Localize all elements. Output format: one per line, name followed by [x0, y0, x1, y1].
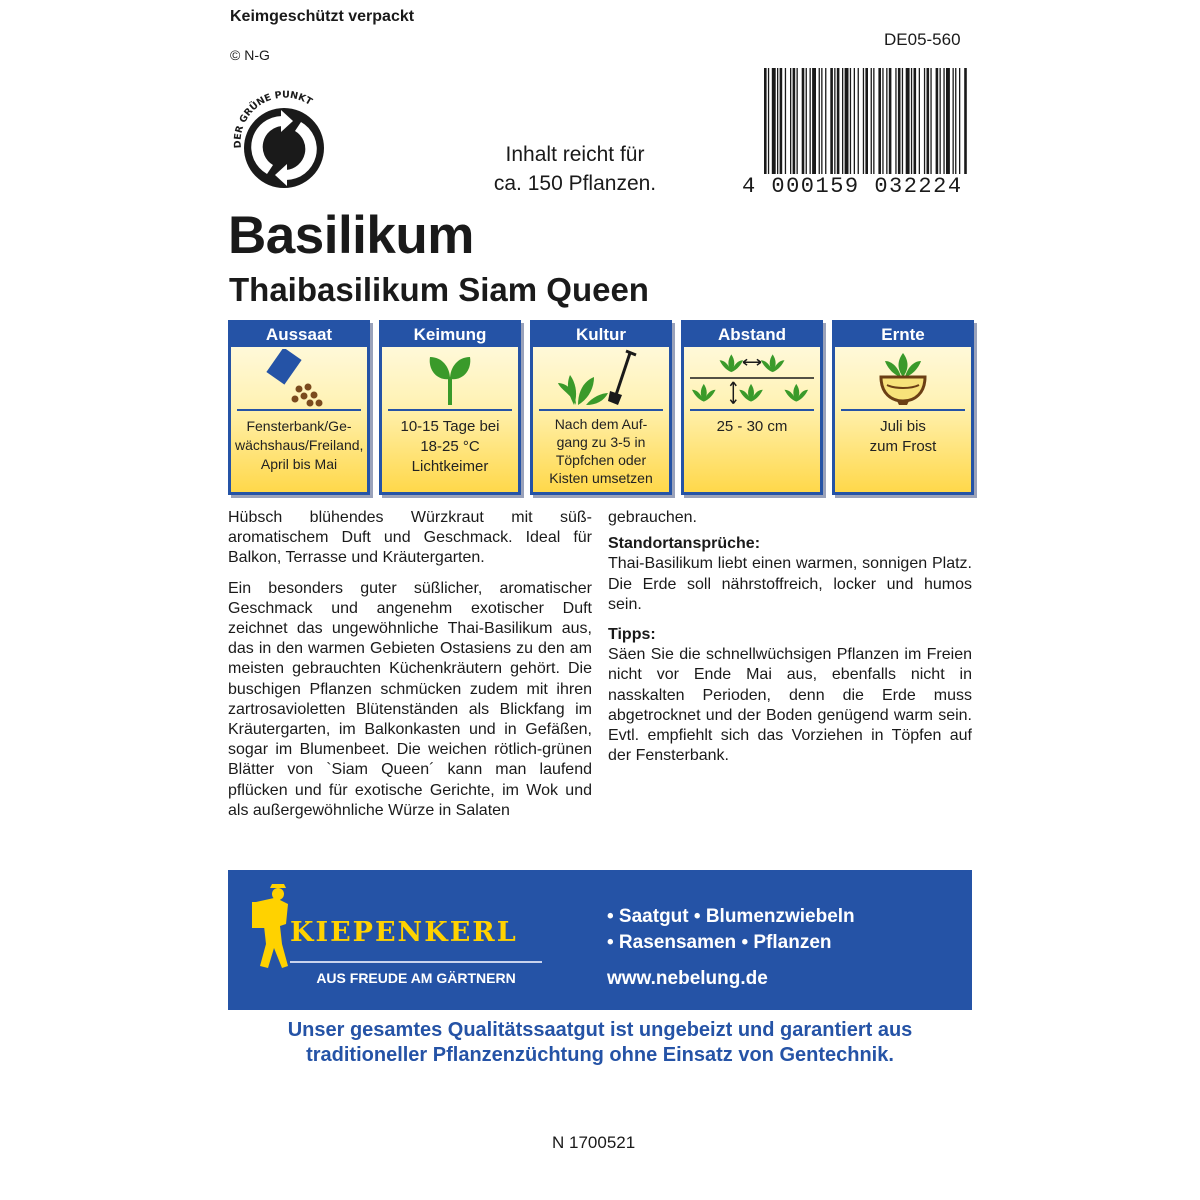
barcode-bar	[768, 68, 769, 174]
content-note	[450, 140, 700, 198]
quality-line-2: traditioneller Pflanzenzüchtung ohne Einsatz von Gentechnik.	[306, 1044, 894, 1066]
barcode-bar	[793, 68, 796, 174]
print-code: N 1700521	[552, 1133, 636, 1152]
barcode-bars	[762, 68, 972, 174]
barcode-bar	[858, 68, 859, 174]
harvest-bowl-icon	[863, 349, 943, 407]
barcode-bar	[825, 68, 826, 174]
barcode-bar	[777, 68, 778, 174]
description-intro: Hübsch blühendes Würzkraut mit süß-aromatischem Duft und Geschmack. Ideal für Balkon, Terrasse und Kräutergarten.	[228, 509, 592, 567]
quality-line-1: Unser gesamtes Qualitätssaatgut ist ungebeizt und garantiert aus	[287, 1019, 913, 1041]
icon-box-label: Keimung	[382, 323, 518, 347]
icon-box-keimung	[379, 320, 521, 495]
tips-text: Säen Sie die schnellwüchsigen Pflanzen im Freien nicht vor Ende Mai aus, ebenfalls nicht in nasskalten Perioden, denn die Erde muss abgetrocknet und der Boden genügend warm sein. Evtl. empfiehlt sich das Vorziehen in Töpfen auf der Fensterbank.	[608, 646, 972, 765]
barcode-bar	[837, 68, 840, 174]
barcode-bar	[911, 68, 912, 174]
barcode-bar	[919, 68, 920, 174]
barcode-bar	[953, 68, 954, 174]
barcode-bar	[902, 68, 903, 174]
icon-box-text: Fensterbank/Ge- wächshaus/Freiland, April bis Mai	[235, 418, 364, 472]
barcode-bar	[889, 68, 892, 174]
barcode-bar	[834, 68, 835, 174]
brand-divider	[290, 961, 542, 963]
brand-name: KIEPENKERL	[290, 917, 518, 948]
banner-line-2: • Rasensamen • Pflanzen	[607, 932, 832, 953]
barcode-bar	[821, 68, 822, 174]
seed-packet-icon	[259, 349, 339, 407]
barcode-bar	[785, 68, 786, 174]
barcode-bar	[936, 68, 939, 174]
green-dot-label: DER GRÜNE PUNKT	[232, 89, 315, 149]
icon-box-label: Ernte	[835, 323, 971, 347]
icon-box-aussaat	[228, 320, 370, 495]
barcode-bar	[873, 68, 874, 174]
barcode-bar	[845, 68, 849, 174]
barcode-bar	[812, 68, 816, 174]
packaging-note: Keimgeschützt verpackt	[230, 8, 415, 25]
barcode-bar	[780, 68, 783, 174]
barcode-bar	[772, 68, 776, 174]
barcode-bar	[850, 68, 851, 174]
article-number: DE05-560	[884, 30, 961, 49]
icon-box-ernte	[832, 320, 974, 495]
barcode-bar	[946, 68, 950, 174]
barcode-bar	[964, 68, 967, 174]
barcode-bar	[878, 68, 881, 174]
icon-box-abstand	[681, 320, 823, 495]
barcode-bar	[898, 68, 901, 174]
brand-slogan: AUS FREUDE AM GÄRTNERN	[316, 970, 516, 986]
barcode	[742, 68, 972, 199]
barcode-bar	[819, 68, 820, 174]
barcode-bar	[943, 68, 944, 174]
barcode-bar	[806, 68, 807, 174]
location-text: Thai-Basilikum liebt einen warmen, sonnigen Platz. Die Erde soll nährstoffreich, locker und humos sein.	[608, 555, 972, 613]
barcode-bar	[924, 68, 925, 174]
icon-box-text: Juli bis zum Frost	[869, 418, 937, 455]
icon-box-kultur	[530, 320, 672, 495]
description-left	[228, 508, 592, 831]
barcode-bar	[865, 68, 868, 174]
barcode-bar	[842, 68, 843, 174]
barcode-bar	[940, 68, 941, 174]
barcode-bar	[930, 68, 931, 174]
product-subtitle: Thaibasilikum Siam Queen	[229, 271, 649, 308]
barcode-bar	[810, 68, 811, 174]
tips-heading: Tipps:	[608, 626, 656, 644]
barcode-bar	[906, 68, 910, 174]
barcode-bar	[895, 68, 896, 174]
barcode-bar	[797, 68, 798, 174]
icon-box-label: Aussaat	[231, 323, 367, 347]
product-title: Basilikum	[228, 206, 474, 265]
barcode-bar	[886, 68, 887, 174]
green-dot-logo	[229, 86, 339, 196]
barcode-bar	[914, 68, 917, 174]
barcode-bar	[790, 68, 791, 174]
barcode-bar	[863, 68, 864, 174]
icon-box-text: 25 - 30 cm	[716, 418, 788, 435]
banner-website: www.nebelung.de	[607, 968, 768, 989]
content-line-2: ca. 150 Pflanzen.	[493, 172, 657, 195]
content-line-1: Inhalt reicht für	[505, 143, 645, 166]
description-continuation: gebrauchen.	[608, 509, 697, 526]
icon-box-text: 10-15 Tage bei 18-25 °C Lichtkeimer	[400, 418, 500, 475]
barcode-bar	[830, 68, 833, 174]
plant-spade-icon	[556, 349, 646, 407]
icon-box-label: Abstand	[684, 323, 820, 347]
barcode-bar	[802, 68, 805, 174]
barcode-bar	[955, 68, 956, 174]
barcode-bar	[764, 68, 767, 174]
description-right	[608, 508, 972, 776]
barcode-number: 4 000159 032224	[742, 174, 963, 199]
barcode-bar	[854, 68, 855, 174]
kiepenkerl-figure-icon	[250, 884, 294, 972]
icon-box-label: Kultur	[533, 323, 669, 347]
barcode-bar	[882, 68, 883, 174]
location-heading: Standortansprüche:	[608, 535, 761, 553]
description-body: Ein besonders guter süßlicher, aromatischer Geschmack und angenehm exotischer Duft zeichnet das ungewöhnliche Thai-Basilikum aus, das in den warmen Gebieten Ostasiens zu den am meisten gebrauchten Küchenkräutern gehört. Die buschigen Pflanzen schmücken zudem mit ihren zartrosavioletten Blütenständen als Blickfang im Kräutergarten, im Balkonkasten und in Gefäßen, sogar im Blumenbeet. Die weichen rötlich-grünen Blätter von `Siam Queen´ kann man laufend pflücken und für exotische Gerichte, im Wok und als außergewöhnliche Würze in Salaten	[228, 579, 592, 819]
banner-line-1: • Saatgut • Blumenzwiebeln	[607, 906, 855, 927]
barcode-bar	[871, 68, 872, 174]
quality-note	[200, 1018, 1000, 1068]
icon-box-text: Nach dem Auf- gang zu 3-5 in Töpfchen oder Kisten umsetzen	[549, 416, 653, 486]
seedling-icon	[410, 349, 490, 407]
barcode-bar	[927, 68, 930, 174]
barcode-bar	[959, 68, 960, 174]
spacing-icon	[690, 348, 814, 408]
copyright: © N-G	[230, 47, 270, 63]
